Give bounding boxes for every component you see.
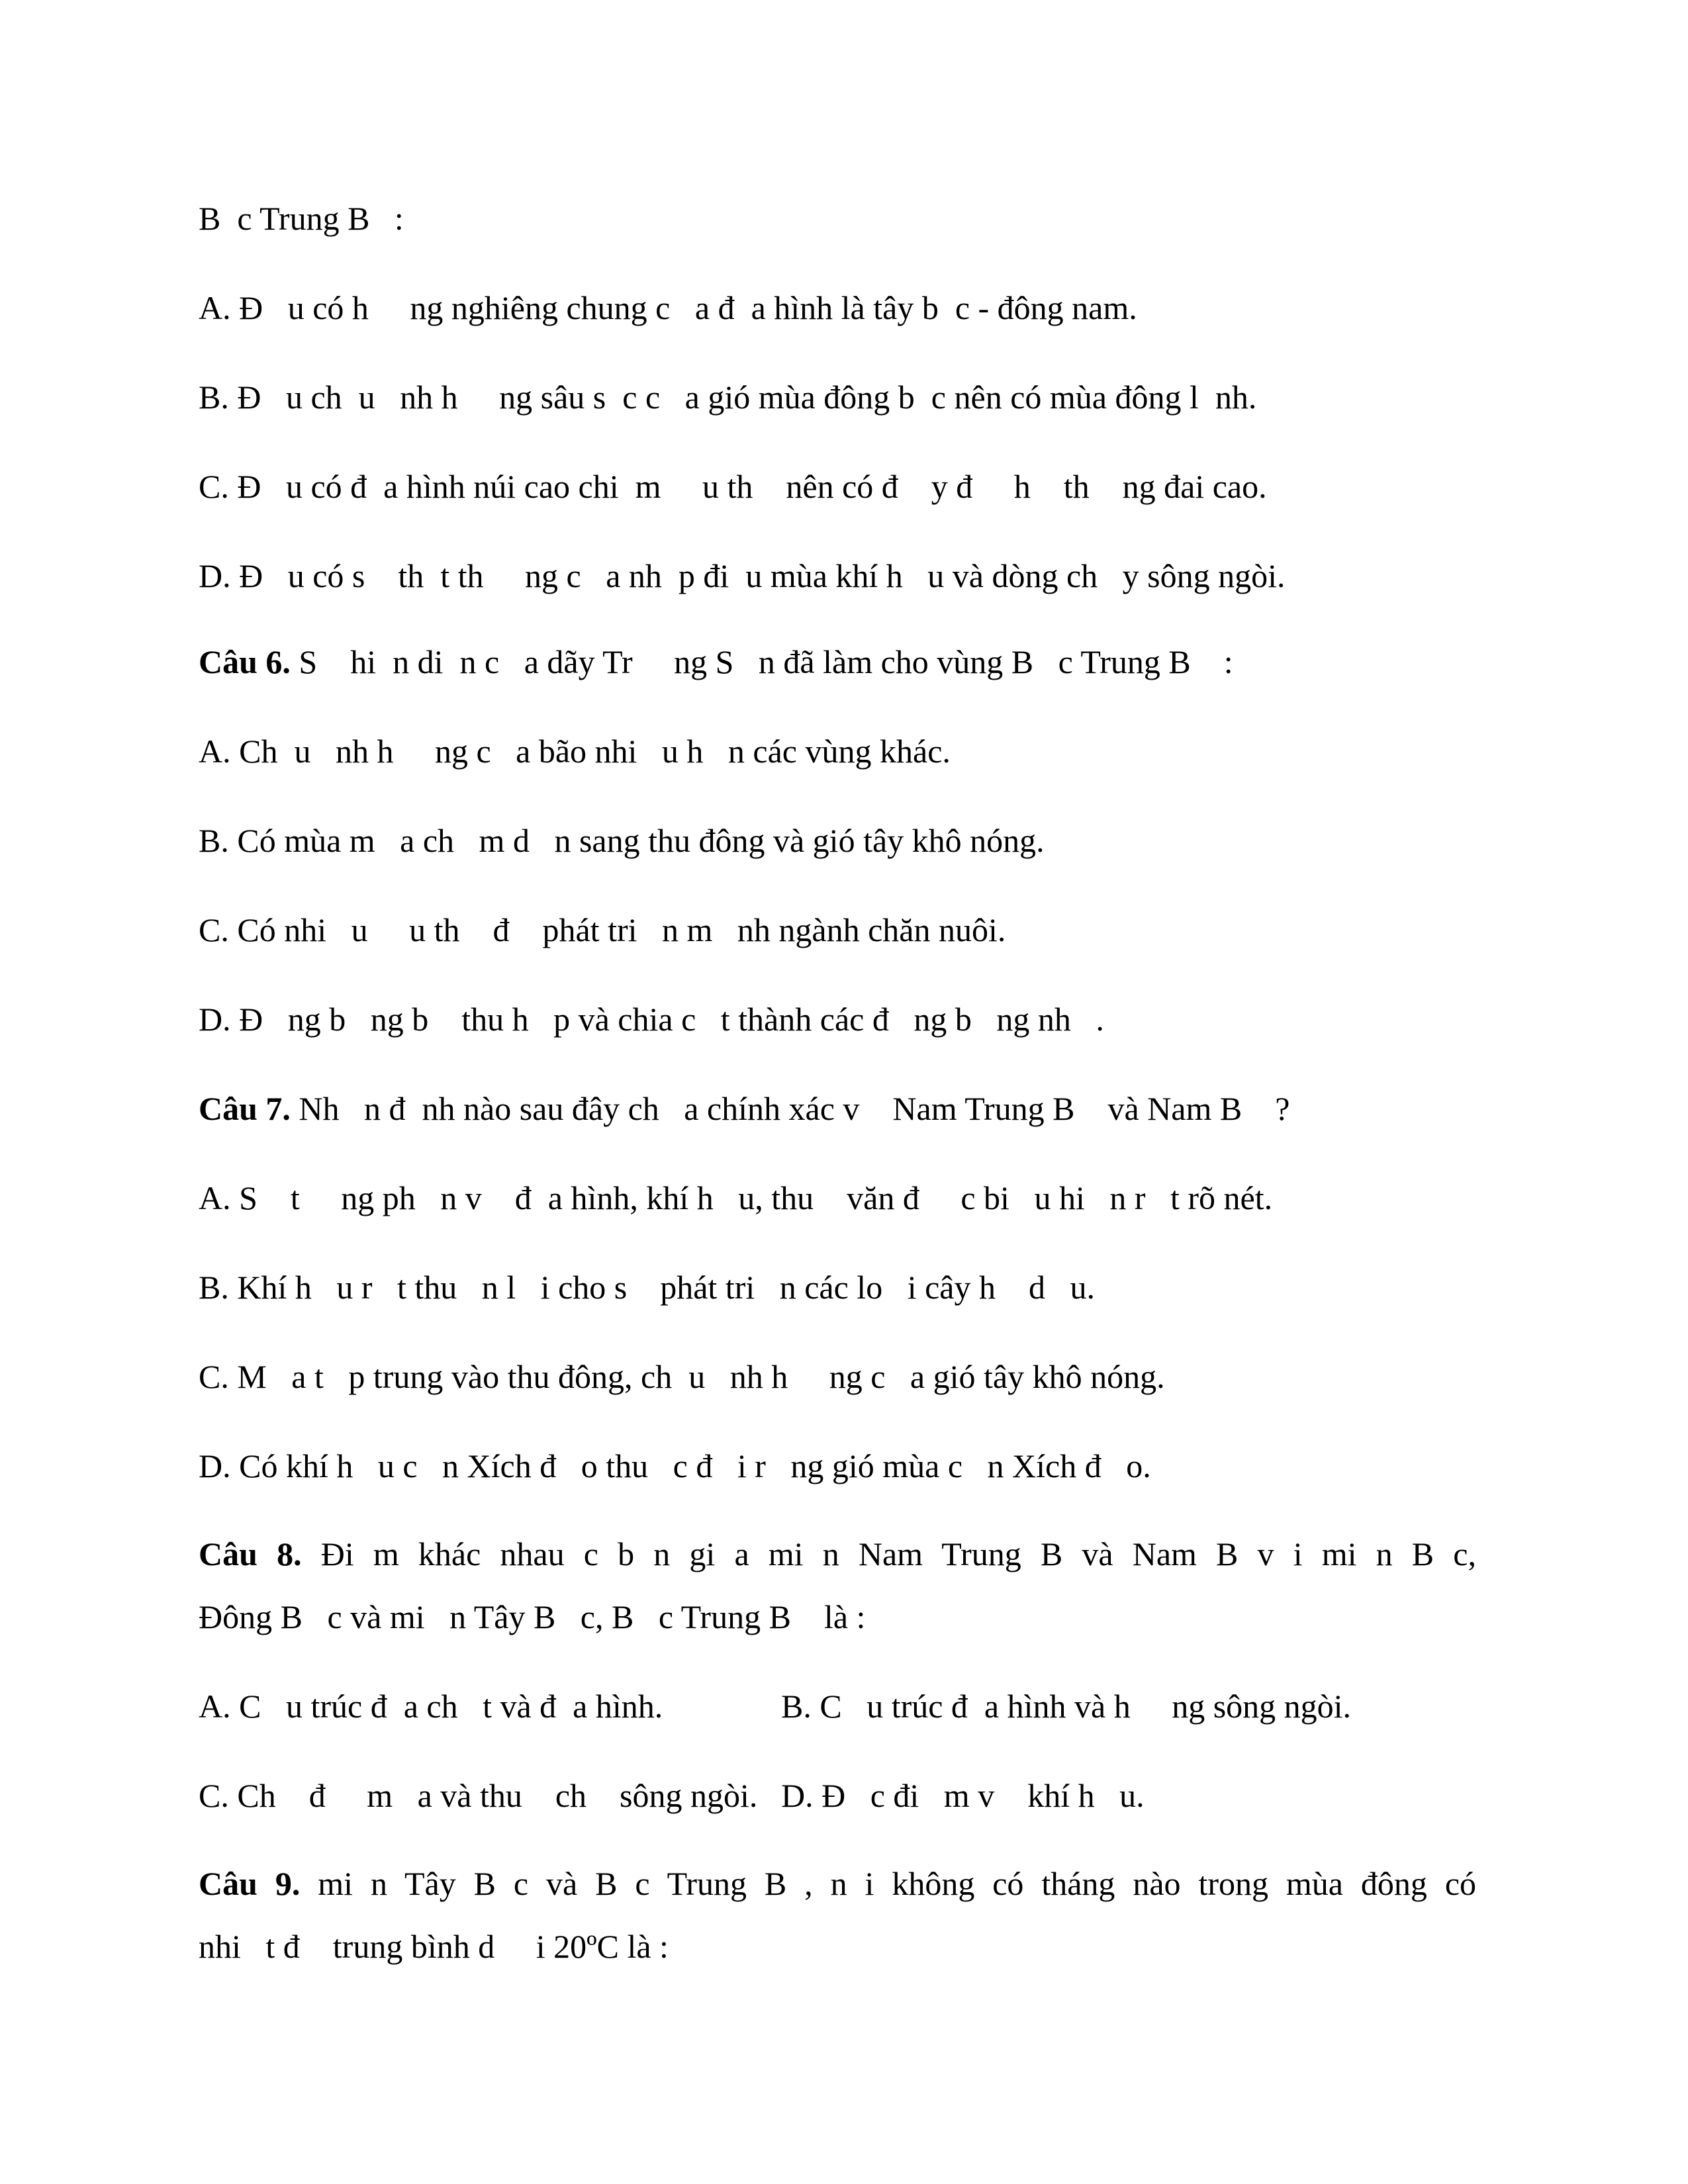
q6-text: S hi n di n c a dãy Tr ng S n đã làm cho vùng B c Trung B : bbox=[290, 643, 1233, 680]
q7-option-c: C. M a t p trung vào thu đông, ch u nh h ng c a gió tây khô nóng. bbox=[199, 1358, 1165, 1395]
intro-line: B c Trung B : bbox=[199, 200, 404, 237]
q8-option-d: D. Đ c đi m v khí h u. bbox=[781, 1777, 1145, 1814]
q6-option-a: A. Ch u nh h ng c a bão nhi u h n các vùng khác. bbox=[199, 733, 951, 770]
q6-option-d: D. Đ ng b ng b thu h p và chia c t thành các đ ng b ng nh . bbox=[199, 1001, 1104, 1038]
q7-text: Nh n đ nh nào sau đây ch a chính xác v Nam Trung B và Nam B ? bbox=[290, 1090, 1290, 1127]
q8-stem-line1 bbox=[199, 1534, 1476, 1574]
q6-label: Câu 6. bbox=[199, 643, 291, 680]
q9-text-line1: mi n Tây B c và B c Trung B , n i không có tháng nào trong mùa đông có bbox=[318, 1865, 1477, 1902]
q5-option-c: C. Đ u có đ a hình núi cao chi m u th nên có đ y đ h th ng đai cao. bbox=[199, 468, 1267, 505]
q9-stem-line2: nhi t đ trung bình d i 20ºC là : bbox=[199, 1928, 669, 1965]
q5-option-b: B. Đ u ch u nh h ng sâu s c c a gió mùa đông b c nên có mùa đông l nh. bbox=[199, 379, 1257, 416]
q7-stem bbox=[199, 1089, 1289, 1128]
q7-label: Câu 7. bbox=[199, 1090, 291, 1127]
q8-text-line1: Đi m khác nhau c b n gi a mi n Nam Trung B và Nam B v i mi n B c, bbox=[320, 1535, 1476, 1572]
q8-option-b: B. C u trúc đ a hình và h ng sông ngòi. bbox=[781, 1688, 1352, 1725]
q9-stem-line1 bbox=[199, 1864, 1476, 1903]
q5-option-d: D. Đ u có s th t th ng c a nh p đi u mùa khí h u và dòng ch y sông ngòi. bbox=[199, 557, 1286, 594]
q6-option-c: C. Có nhi u u th đ phát tri n m nh ngành chăn nuôi. bbox=[199, 911, 1006, 948]
q7-option-b: B. Khí h u r t thu n l i cho s phát tri n các lo i cây h d u. bbox=[199, 1269, 1095, 1306]
q9-label: Câu 9. bbox=[199, 1865, 301, 1902]
q8-label: Câu 8. bbox=[199, 1535, 302, 1572]
q6-stem bbox=[199, 642, 1233, 682]
q7-option-a: A. S t ng ph n v đ a hình, khí h u, thu văn đ c bi u hi n r t rõ nét. bbox=[199, 1179, 1273, 1216]
q7-option-d: D. Có khí h u c n Xích đ o thu c đ i r ng gió mùa c n Xích đ o. bbox=[199, 1447, 1151, 1484]
q6-option-b: B. Có mùa m a ch m d n sang thu đông và gió tây khô nóng. bbox=[199, 822, 1045, 859]
q8-option-c: C. Ch đ m a và thu ch sông ngòi. bbox=[199, 1777, 758, 1814]
q8-option-a: A. C u trúc đ a ch t và đ a hình. bbox=[199, 1688, 663, 1725]
q5-option-a: A. Đ u có h ng nghiêng chung c a đ a hình là tây b c - đông nam. bbox=[199, 289, 1137, 326]
q8-stem-line2: Đông B c và mi n Tây B c, B c Trung B là : bbox=[199, 1598, 866, 1635]
